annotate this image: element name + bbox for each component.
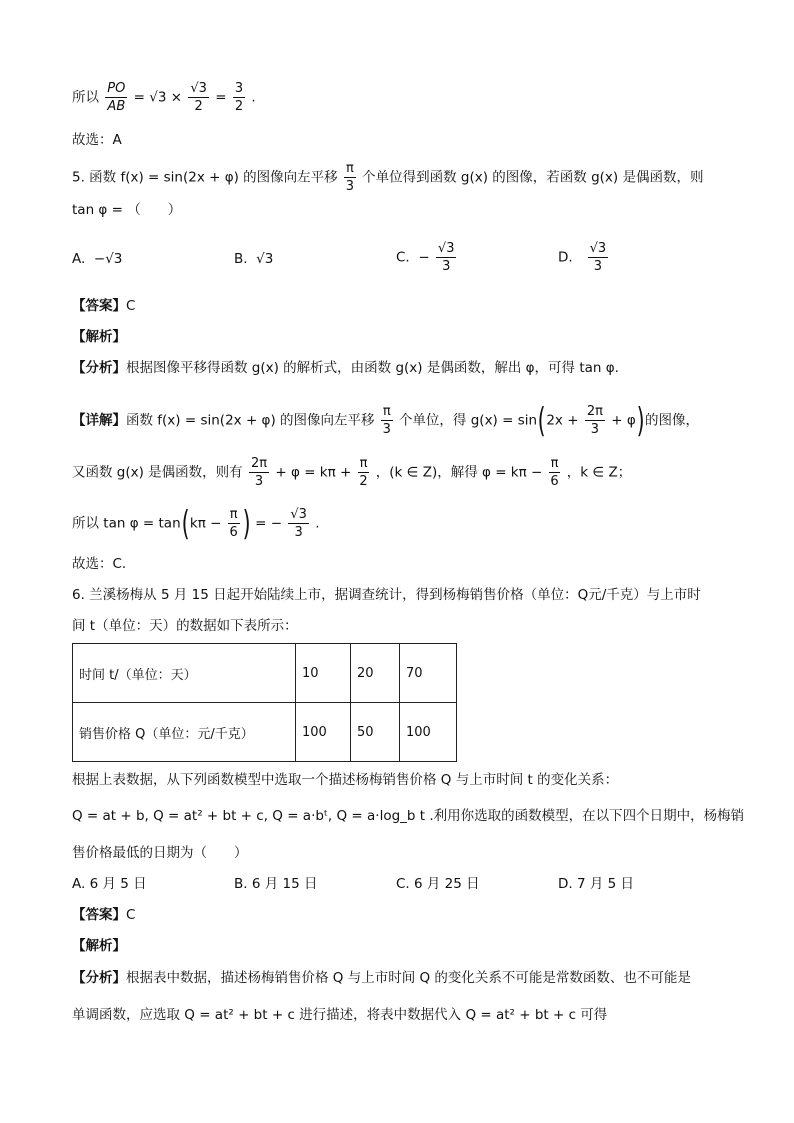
fraction: $\frac{√3}{3}$ [290,507,307,540]
q5-xiangjie-line2: 又函数 g(x) 是偶函数，则有 $\frac{2\pi}{3}$ + φ = kπ + $\frac{\pi}{2}$ ，(k ∈ Z)，解得 φ = kπ − $\frac{\pi}{6}$ ，k ∈ Z； [72,456,632,489]
q6-stem-line2: 间 t（单位：天）的数据如下表所示： [72,618,298,634]
q6-fenxi-line2: 单调函数，应选取 Q = at² + bt + c 进行描述，将表中数据代入 Q = at² + bt + c 可得 [72,1007,608,1023]
table-cell: 10 [296,644,351,703]
fraction: $\frac{2\pi}{3}$ [586,404,603,437]
fraction: $\frac{3}{2}$ [234,81,244,114]
q5-option-a: A. −√3 [72,251,123,267]
fraction: $\frac{\pi}{3}$ [345,161,355,194]
paren: ( [537,400,546,441]
paren: ) [636,400,645,441]
fraction: $\frac{√3}{3}$ [437,241,455,274]
q5-stem-line2: tan φ = （ ） [72,202,182,218]
q5-stem-line1: 5. 函数 f(x) = sin(2x + φ) 的图像向左平移 $\frac{\pi}{3}$ 个单位得到函数 g(x) 的图像，若函数 g(x) 是偶函数，则 [72,161,704,194]
prev-choose: 故选：A [72,132,122,148]
table-header-cell: 销售价格 Q（单位：元/千克） [73,703,296,762]
q5-option-d: D. $\frac{√3}{3}$ [558,241,607,274]
q6-answer: 【答案】C [72,907,136,923]
q5-fenxi: 【分析】根据图像平移得函数 g(x) 的解析式，由函数 g(x) 是偶函数，解出 φ，可得 tan φ. [72,360,619,376]
table-header-cell: 时间 t/（单位：天） [73,644,296,703]
table-cell: 50 [351,703,400,762]
fraction: $\frac{\pi}{6}$ [229,507,238,540]
paren: ) [242,503,251,544]
table-row [73,703,457,762]
q6-option-a: A. 6 月 5 日 [72,876,147,892]
q5-answer: 【答案】C [72,298,136,314]
fraction: $\frac{\pi}{3}$ [382,404,391,437]
fraction: $\frac{\pi}{2}$ [359,456,368,489]
fraction: $\frac{√3}{3}$ [589,241,607,274]
q6-fenxi-line1: 【分析】根据表中数据，描述杨梅销售价格 Q 与上市时间 Q 的变化关系不可能是常数函数、也不可能是 [72,970,691,986]
q5-option-c: C. − $\frac{√3}{3}$ [396,241,455,274]
q5-xiangjie-line3: 所以 tan φ = tan(kπ − $\frac{\pi}{6}$ ) = − $\frac{√3}{3}$ . [72,503,320,544]
paren: ( [181,503,190,544]
q5-option-b: B. √3 [234,251,274,267]
prev-conclusion: 所以 $\frac{PO}{AB}$ = √3 × $\frac{√3}{2}$ = $\frac{3}{2}$ . [72,81,256,114]
table-cell: 100 [296,703,351,762]
table-cell: 70 [400,644,457,703]
q6-option-b: B. 6 月 15 日 [234,876,318,892]
q6-data-table [72,643,457,762]
q6-after-line3: 售价格最低的日期为（ ） [72,845,248,861]
fraction: $\frac{2\pi}{3}$ [250,456,268,489]
q6-after-line1: 根据上表数据，从下列函数模型中选取一个描述杨梅销售价格 Q 与上市时间 t 的变化关系： [72,772,619,788]
q6-option-c: C. 6 月 25 日 [396,876,480,892]
table-cell: 20 [351,644,400,703]
fraction: $\frac{\pi}{6}$ [550,456,559,489]
fraction: $\frac{√3}{2}$ [190,81,207,114]
table-cell: 100 [400,703,457,762]
q6-option-d: D. 7 月 5 日 [558,876,635,892]
fraction: $\frac{PO}{AB}$ [107,81,126,114]
q5-analysis-tag: 【解析】 [72,329,126,345]
q5-choose: 故选：C. [72,556,127,572]
q6-after-line2: Q = at + b, Q = at² + bt + c, Q = a·bᵗ, Q = a·log_b t .利用你选取的函数模型，在以下四个日期中，杨梅销 [72,808,745,824]
q6-analysis-tag: 【解析】 [72,938,126,954]
table-row [73,644,457,703]
q5-xiangjie-line1: 【详解】函数 f(x) = sin(2x + φ) 的图像向左平移 $\frac{\pi}{3}$ 个单位，得 g(x) = sin(2x + $\frac{2\pi}{3}$ + φ)的图像， [72,400,699,441]
q6-stem-line1: 6. 兰溪杨梅从 5 月 15 日起开始陆续上市，据调查统计，得到杨梅销售价格（单位：Q元/千克）与上市时 [72,587,701,603]
